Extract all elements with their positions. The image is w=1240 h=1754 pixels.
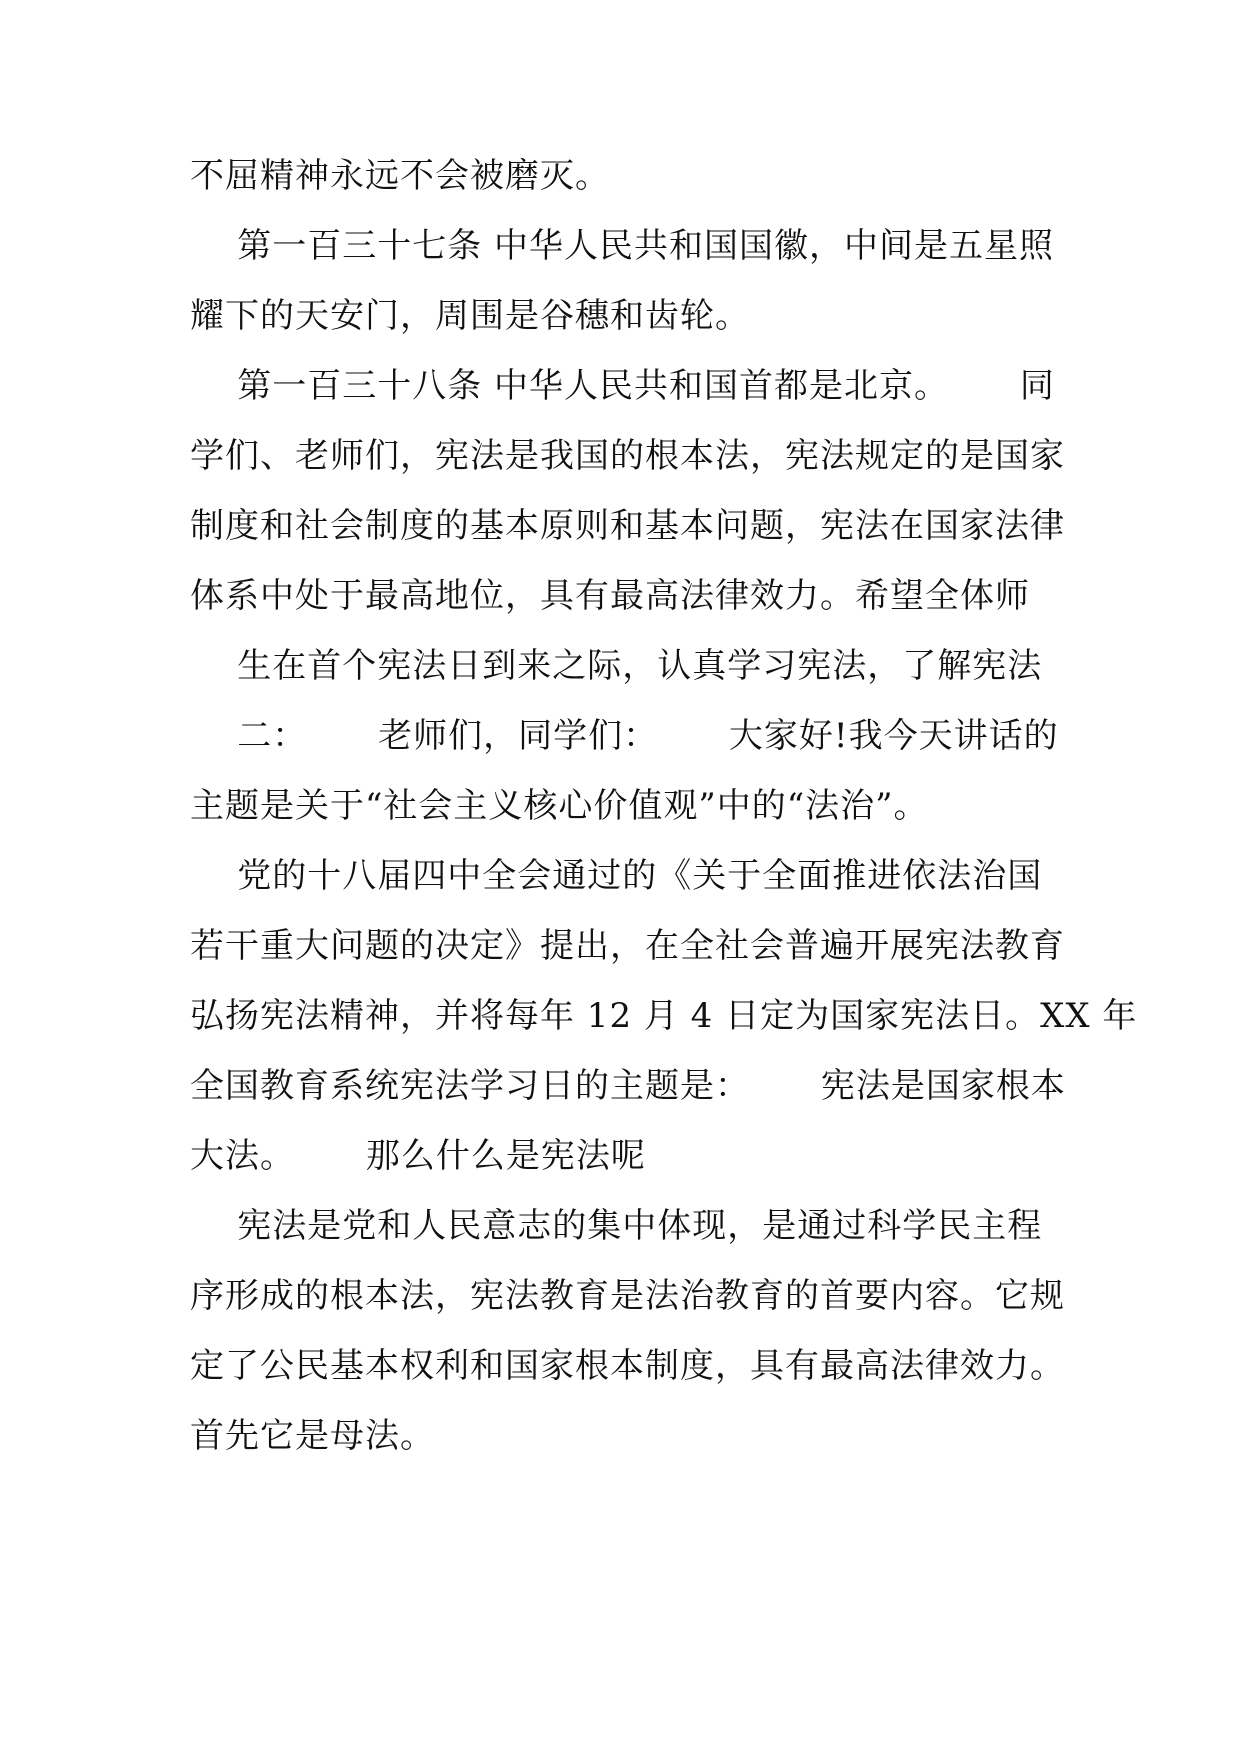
text-line-8: 生在首个宪法日到来之际，认真学习宪法，了解宪法 xyxy=(190,646,1043,686)
text-line-9: 二： 老师们，同学们： 大家好!我今天讲话的 xyxy=(190,716,1059,756)
text-line-12: 若干重大问题的决定》提出，在全社会普遍开展宪法教育 xyxy=(190,926,1065,966)
text-line-7: 体系中处于最高地位，具有最高法律效力。希望全体师 xyxy=(190,576,1030,616)
text-line-15: 大法。 那么什么是宪法呢 xyxy=(190,1136,646,1176)
text-line-6: 制度和社会制度的基本原则和基本问题，宪法在国家法律 xyxy=(190,506,1065,546)
text-line-16: 宪法是党和人民意志的集中体现，是通过科学民主程 xyxy=(190,1206,1043,1246)
text-line-18: 定了公民基本权利和国家根本制度，具有最高法律效力。 xyxy=(190,1346,1065,1386)
text-line-19: 首先它是母法。 xyxy=(190,1416,435,1456)
text-line-11: 党的十八届四中全会通过的《关于全面推进依法治国 xyxy=(190,856,1043,896)
text-line-13: 弘扬宪法精神，并将每年 12 月 4 日定为国家宪法日。XX 年 xyxy=(190,996,1138,1036)
text-line-5: 学们、老师们，宪法是我国的根本法，宪法规定的是国家 xyxy=(190,436,1065,476)
text-line-1: 不屈精神永远不会被磨灭。 xyxy=(190,156,610,196)
text-line-3: 耀下的天安门，周围是谷穗和齿轮。 xyxy=(190,296,750,336)
text-line-4: 第一百三十八条 中华人民共和国首都是北京。 同 xyxy=(190,366,1055,406)
text-line-14: 全国教育系统宪法学习日的主题是： 宪法是国家根本 xyxy=(190,1066,1066,1106)
text-line-10: 主题是关于“社会主义核心价值观”中的“法治”。 xyxy=(190,786,929,826)
text-line-2: 第一百三十七条 中华人民共和国国徽，中间是五星照 xyxy=(190,226,1055,266)
text-line-17: 序形成的根本法，宪法教育是法治教育的首要内容。它规 xyxy=(190,1276,1065,1316)
